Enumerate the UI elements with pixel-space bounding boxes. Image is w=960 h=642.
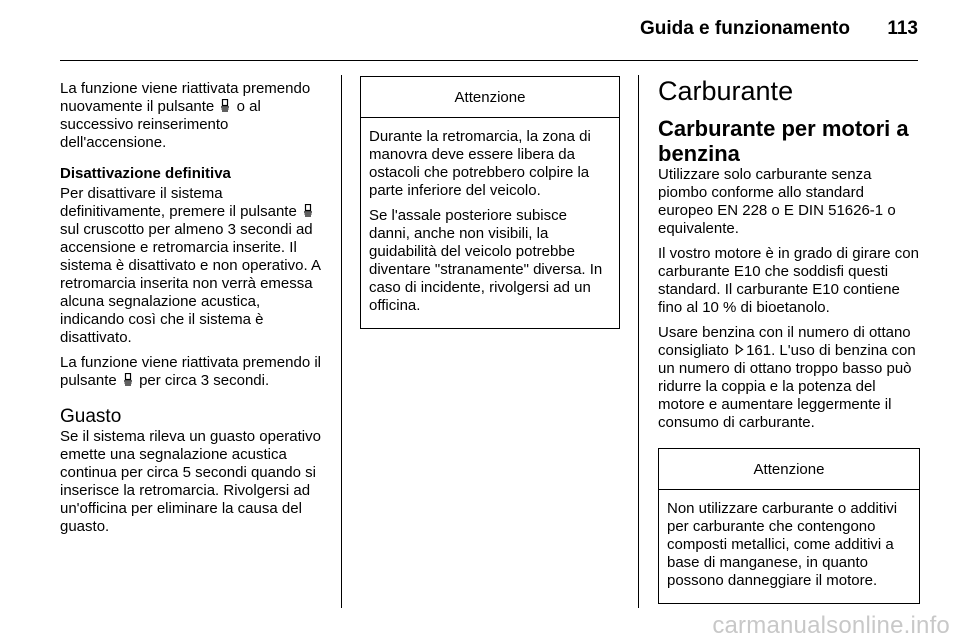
page-number: 113 xyxy=(887,18,918,39)
warning-paragraph-2: Se l'assale posteriore subisce danni, anche non visibili, la guidabilità del veicolo potrebbe diventare "stranamente" diversa. In caso di incidente, rivolgersi ad un officina. xyxy=(369,207,603,314)
warning-box-fuel xyxy=(658,448,920,604)
paragraph-reactivate-2: La funzione viene riattivata premendo il pulsante per circa 3 secondi. xyxy=(60,354,321,389)
header-title: Guida e funzionamento xyxy=(639,18,850,39)
column-divider-1 xyxy=(341,75,342,608)
warning-fuel-paragraph: Non utilizzare carburante o additivi per carburante che contengono composti metallici, come additivi a base di manganese, in quanto possono danneggiare il motore. xyxy=(667,500,898,589)
paragraph-e10: Il vostro motore è in grado di girare con carburante E10 che soddisfi questi standard. Il carburante E10 contiene fino al 10 % di bioetanolo. xyxy=(658,245,919,316)
paragraph-unleaded: Utilizzare solo carburante senza piombo conforme allo standard europeo EN 228 o E DIN 51626-1 o equivalente. xyxy=(658,166,896,237)
park-assist-icon xyxy=(123,373,133,386)
park-assist-icon xyxy=(303,204,313,217)
column-left xyxy=(60,80,328,543)
subheading-deactivation: Disattivazione definitiva xyxy=(60,165,231,182)
column-divider-2 xyxy=(638,75,639,608)
page-header xyxy=(0,18,960,58)
section-title: Carburante xyxy=(658,76,794,106)
paragraph-fault: Se il sistema rileva un guasto operativo emette una segnalazione acustica continua per circa 5 secondi quando si inserisce la retromarcia. Rivolgersi ad un'officina per eliminare la causa del guasto. xyxy=(60,428,321,535)
paragraph-deactivation: Per disattivare il sistema definitivamente, premere il pulsante sul cruscotto per almeno 3 secondi ad accensione e retromarcia inserite. Il sistema è disattivato e non operativo. A retromarcia inserita non verrà emessa alcuna segnalazione acustica, indicando così che il sistema è disattivato. xyxy=(60,185,321,346)
page-reference[interactable]: 161 xyxy=(746,342,772,359)
warning-box-title: Attenzione xyxy=(361,77,619,118)
header-rule xyxy=(60,60,918,61)
park-assist-icon xyxy=(220,99,230,112)
warning-box xyxy=(360,76,620,329)
paragraph-octane: Usare benzina con il numero di ottano consigliato 161. L'uso di benzina con un numero di ottano troppo basso può ridurre la coppia e la potenza del motore e aumentare leggermente il consumo di carburante. xyxy=(658,324,916,431)
page-reference-arrow-icon xyxy=(735,343,744,356)
warning-paragraph-1: Durante la retromarcia, la zona di manovra deve essere libera da ostacoli che potrebbero colpire la parte inferiore del veicolo. xyxy=(369,128,591,199)
section-subtitle: Carburante per motori a benzina xyxy=(658,116,909,166)
warning-box-fuel-title: Attenzione xyxy=(659,449,919,490)
column-middle xyxy=(360,76,620,329)
warning-box-fuel-body xyxy=(659,490,919,603)
heading-fault: Guasto xyxy=(60,406,122,427)
watermark: carmanualsonline.info xyxy=(712,612,950,639)
column-right xyxy=(658,76,920,604)
paragraph-reactivate: La funzione viene riattivata premendo nuovamente il pulsante o al successivo reinserimento dell'accensione. xyxy=(60,80,311,151)
warning-box-body xyxy=(361,118,619,328)
